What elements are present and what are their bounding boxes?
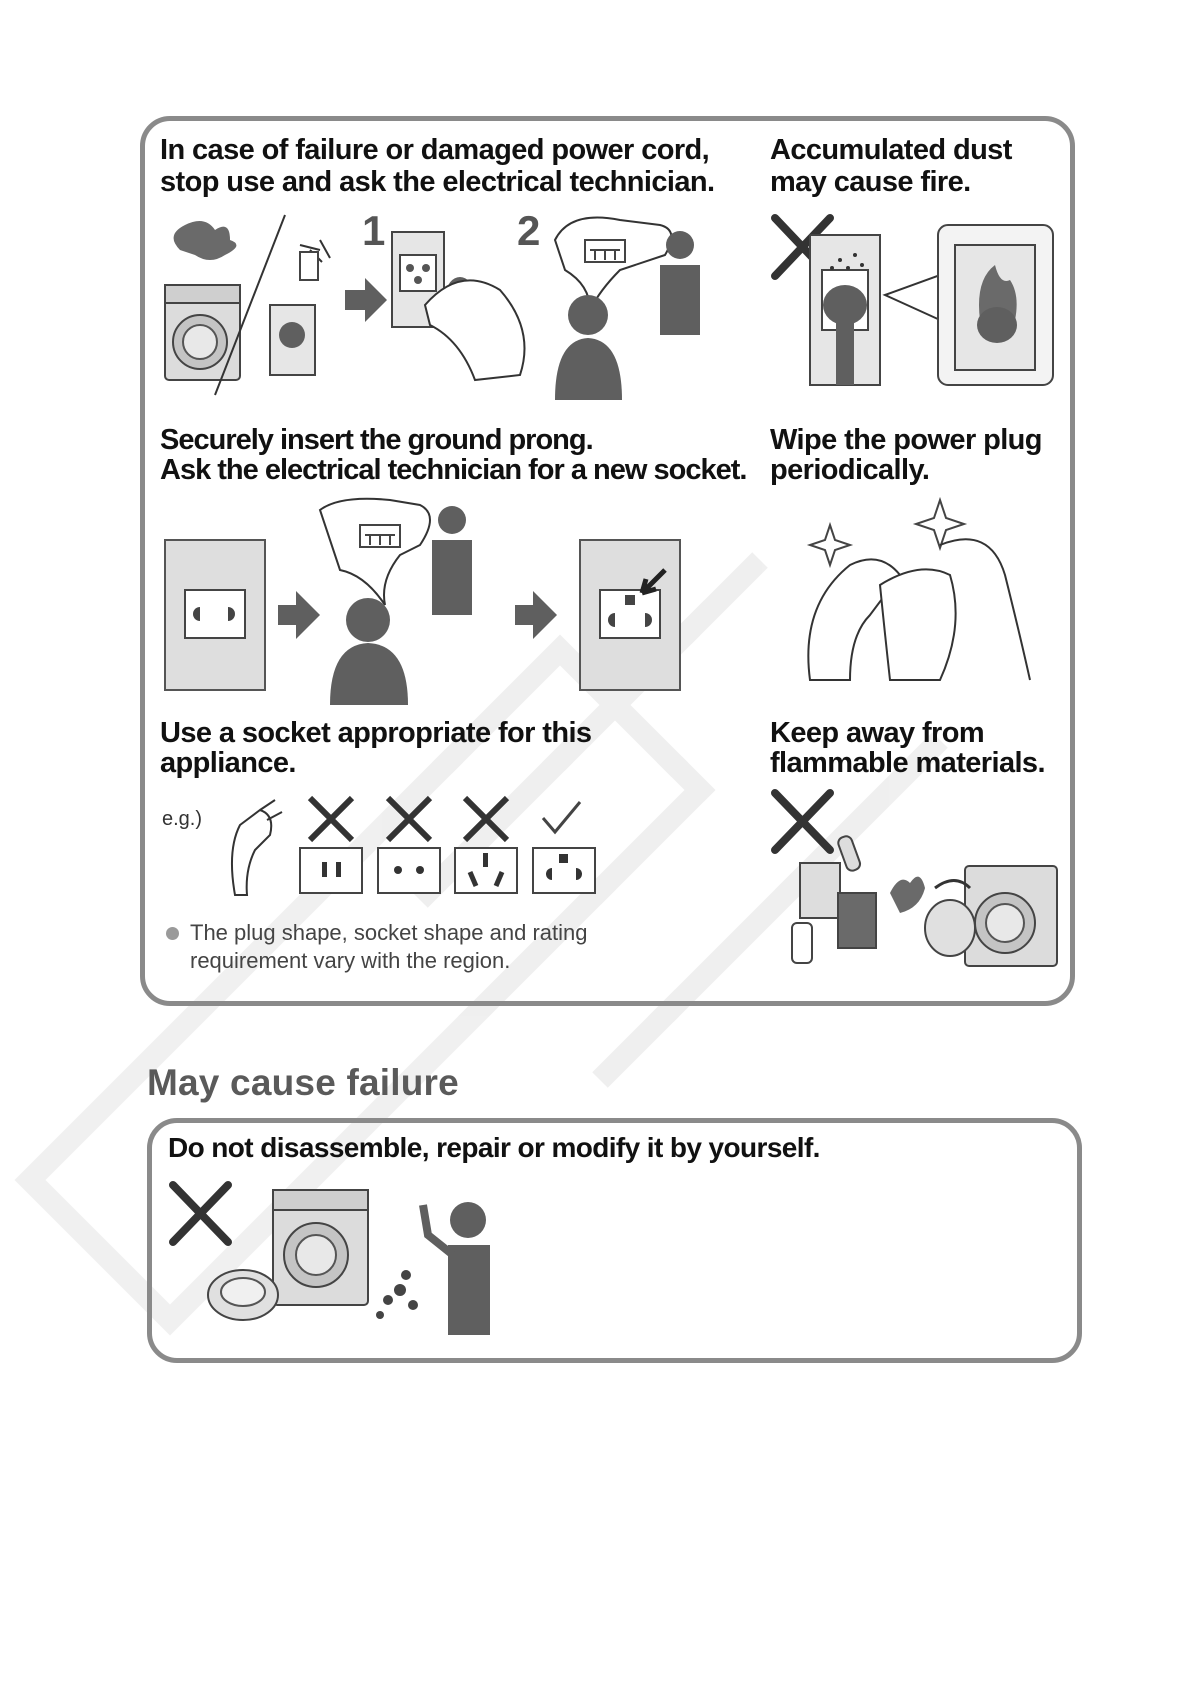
prohibited-x-icon (388, 798, 430, 840)
prohibited-x-icon (173, 1185, 228, 1242)
technician-icon (423, 1202, 490, 1335)
socket-heading-line-1: Use a socket appropriate for this (160, 717, 592, 749)
svg-text:1: 1 (362, 210, 386, 254)
socket-note-line-2: requirement vary with the region. (190, 948, 511, 973)
washing-machine-icon (273, 1190, 368, 1305)
dust-heading (770, 134, 1012, 198)
dust-heading-line-2: may cause fire. (770, 166, 971, 198)
dust-illustration (770, 210, 1060, 400)
socket-types-illustration (225, 790, 615, 905)
check-icon (543, 802, 580, 832)
example-label: e.g.) (162, 808, 203, 830)
dust-heading-line-1: Accumulated dust (770, 134, 1012, 166)
plug-icon (232, 800, 282, 895)
prohibited-x-icon (775, 793, 830, 850)
svg-text:2: 2 (517, 210, 541, 254)
flammable-heading (770, 718, 1045, 778)
flammable-illustration (770, 788, 1065, 978)
power-cord-heading (160, 134, 714, 198)
bullet-icon (166, 927, 179, 940)
sparkle-icon (810, 525, 850, 565)
ground-prong-heading (160, 425, 746, 485)
flammable-heading-line-1: Keep away from (770, 717, 985, 749)
flammable-heading-line-2: flammable materials. (770, 747, 1045, 779)
smoke-icon (174, 221, 237, 260)
ground-prong-illustration (160, 495, 700, 705)
power-cord-heading-line-2: stop use and ask the electrical technician. (160, 166, 715, 198)
socket-note (166, 919, 588, 975)
arrow-right-icon (515, 591, 557, 639)
prohibited-x-icon (310, 798, 352, 840)
failure-heading: Do not disassemble, repair or modify it by yourself. (168, 1132, 820, 1163)
wipe-plug-heading-line-1: Wipe the power plug (770, 424, 1042, 456)
washing-machine-icon (165, 285, 240, 380)
technician-icon (432, 506, 472, 615)
socket-note-line-1: The plug shape, socket shape and rating (190, 920, 588, 945)
power-cord-illustration (160, 210, 750, 400)
prohibited-x-icon (465, 798, 507, 840)
failure-illustration (168, 1180, 518, 1350)
arrow-right-icon (345, 278, 387, 322)
wipe-plug-heading-line-2: periodically. (770, 454, 930, 486)
ground-prong-heading-line-1: Securely insert the ground prong. (160, 424, 593, 456)
socket-heading-line-2: appliance. (160, 747, 296, 779)
wipe-plug-heading (770, 425, 1042, 485)
power-cord-heading-line-1: In case of failure or damaged power cord, (160, 134, 710, 166)
section-title: May cause failure (147, 1062, 459, 1103)
wipe-plug-illustration (790, 495, 1040, 685)
socket-icon (165, 540, 265, 690)
washing-machine-icon (965, 866, 1057, 966)
arrow-right-icon (278, 591, 320, 639)
ground-prong-heading-line-2: Ask the electrical technician for a new socket. (160, 454, 747, 486)
socket-heading (160, 718, 591, 778)
